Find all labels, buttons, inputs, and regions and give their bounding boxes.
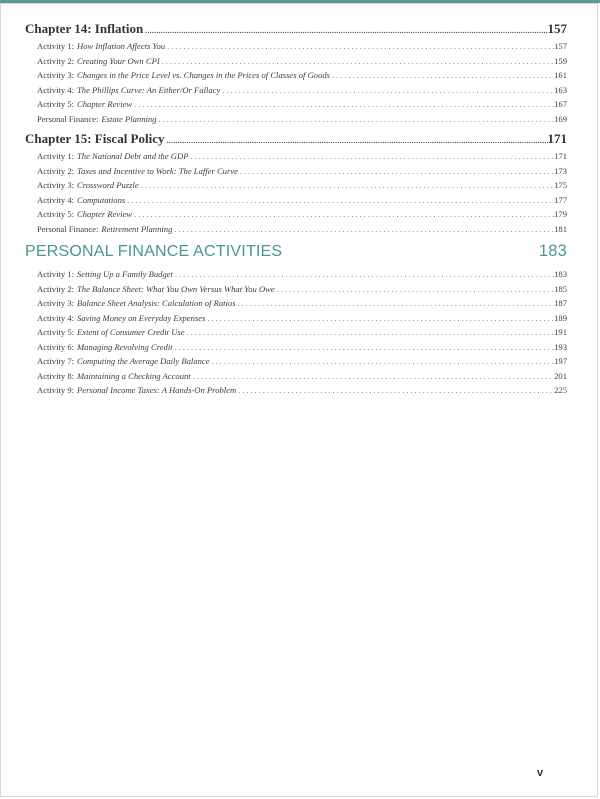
entry-title: Maintaining a Checking Account <box>77 370 191 381</box>
entry-prefix: Activity 2: <box>37 283 74 294</box>
dot-leader <box>185 328 555 337</box>
toc-entry[interactable] <box>25 371 567 386</box>
entry-page: 177 <box>554 194 567 205</box>
dot-leader <box>173 270 554 279</box>
dot-leader <box>275 285 554 294</box>
entry-prefix: Activity 8: <box>37 370 74 381</box>
dot-leader <box>236 299 555 308</box>
entry-title: Chapter Review <box>77 209 133 219</box>
section-page: 183 <box>538 242 567 260</box>
entry-title: Retirement Planning <box>101 223 173 234</box>
toc-entry[interactable] <box>25 327 567 342</box>
entry-prefix: Activity 9: <box>37 385 74 395</box>
toc-entry[interactable] <box>25 114 567 129</box>
dot-leader <box>220 86 554 95</box>
entry-title: The Balance Sheet: What You Own Versus What You Owe <box>77 283 275 294</box>
entry-page: 197 <box>554 356 567 366</box>
chapter-page: 157 <box>547 21 567 36</box>
entry-title: Saving Money on Everyday Expenses <box>77 312 206 323</box>
entry-title: Computations <box>77 194 126 205</box>
entry-title: Taxes and Incentive to Work: The Laffer Curve <box>77 165 238 176</box>
entry-prefix: Activity 1: <box>37 41 74 51</box>
entry-prefix: Activity 5: <box>37 327 74 337</box>
entry-page: 185 <box>554 283 567 294</box>
entry-title: Changes in the Price Level vs. Changes in the Prices of Classes of Goods <box>77 70 331 80</box>
entry-prefix: Activity 4: <box>37 84 74 95</box>
entry-prefix: Personal Finance: <box>37 113 99 124</box>
toc-entry[interactable] <box>25 180 567 195</box>
entry-prefix: Activity 3: <box>37 180 74 190</box>
entry-prefix: Activity 5: <box>37 99 74 109</box>
dot-leader <box>210 357 555 366</box>
entry-prefix: Activity 1: <box>37 151 74 161</box>
entry-page: 169 <box>554 113 567 124</box>
chapter-title: Chapter 14: Inflation <box>25 21 144 36</box>
entry-page: 173 <box>554 165 567 176</box>
entry-page: 183 <box>554 269 567 279</box>
entry-page: 187 <box>554 298 567 308</box>
toc-entry[interactable] <box>25 70 567 85</box>
toc-entry[interactable] <box>25 224 567 239</box>
entry-prefix: Activity 2: <box>37 55 74 66</box>
toc-entry[interactable] <box>25 298 567 313</box>
toc-entry[interactable] <box>25 151 567 166</box>
toc-entry[interactable] <box>25 209 567 224</box>
toc-entry[interactable] <box>25 99 567 114</box>
entry-prefix: Personal Finance: <box>37 223 99 234</box>
entry-title: Estate Planning <box>101 113 157 124</box>
entry-page: 171 <box>554 151 567 161</box>
entry-prefix: Activity 4: <box>37 312 74 323</box>
dot-leader <box>172 225 554 234</box>
entry-title: How Inflation Affects You <box>77 41 166 51</box>
entry-page: 163 <box>554 84 567 95</box>
entry-prefix: Activity 6: <box>37 341 74 352</box>
dot-leader <box>143 27 547 35</box>
entry-title: Balance Sheet Analysis: Calculation of Ratios <box>77 298 236 308</box>
dot-leader <box>173 343 554 352</box>
dot-leader <box>132 210 554 219</box>
entry-page: 225 <box>554 385 567 395</box>
toc-entry[interactable] <box>25 195 567 210</box>
dot-leader <box>132 100 554 109</box>
toc-entry[interactable] <box>25 356 567 371</box>
chapter-heading[interactable] <box>25 21 567 41</box>
dot-leader <box>125 196 554 205</box>
chapter-title: Chapter 15: Fiscal Policy <box>25 131 165 146</box>
dot-leader <box>238 167 554 176</box>
chapter-heading[interactable] <box>25 131 567 151</box>
entry-title: The Phillips Curve: An Either/Or Fallacy <box>77 84 221 95</box>
section-title: PERSONAL FINANCE ACTIVITIES <box>25 243 283 260</box>
entry-page: 191 <box>554 327 567 337</box>
entry-title: Creating Your Own CPI <box>77 55 160 66</box>
entry-page: 157 <box>554 41 567 51</box>
toc-entry[interactable] <box>25 313 567 328</box>
entry-prefix: Activity 1: <box>37 269 74 279</box>
entry-prefix: Activity 5: <box>37 209 74 219</box>
dot-leader <box>188 152 554 161</box>
entry-page: 189 <box>554 312 567 323</box>
dot-leader <box>236 386 554 395</box>
entry-title: Chapter Review <box>77 99 133 109</box>
entry-title: Personal Income Taxes: A Hands-On Problem <box>77 385 237 395</box>
dot-leader <box>165 137 548 145</box>
toc-entry[interactable] <box>25 85 567 100</box>
section-heading[interactable] <box>25 242 567 269</box>
entry-title: Setting Up a Family Budget <box>77 269 173 279</box>
entry-title: Crossword Puzzle <box>77 180 139 190</box>
entry-prefix: Activity 3: <box>37 70 74 80</box>
entry-title: Extent of Consumer Credit Use <box>77 327 185 337</box>
entry-prefix: Activity 2: <box>37 165 74 176</box>
entry-page: 181 <box>554 223 567 234</box>
dot-leader <box>160 57 554 66</box>
toc-entry[interactable] <box>25 385 567 400</box>
toc-entry[interactable] <box>25 284 567 299</box>
entry-page: 167 <box>554 99 567 109</box>
page-numeral: v <box>537 767 544 779</box>
dot-leader <box>191 372 554 381</box>
entry-page: 175 <box>554 180 567 190</box>
dot-leader <box>330 71 554 80</box>
entry-title: Computing the Average Daily Balance <box>77 356 210 366</box>
entry-page: 179 <box>554 209 567 219</box>
toc-entry[interactable] <box>25 166 567 181</box>
entry-title: The National Debt and the GDP <box>77 151 189 161</box>
entry-page: 193 <box>554 341 567 352</box>
entry-prefix: Activity 3: <box>37 298 74 308</box>
toc-entry[interactable] <box>25 342 567 357</box>
entry-page: 201 <box>554 370 567 381</box>
toc-entry[interactable] <box>25 41 567 56</box>
toc-entry[interactable] <box>25 269 567 284</box>
dot-leader <box>156 115 554 124</box>
entry-title: Managing Revolving Credit <box>77 341 173 352</box>
entry-prefix: Activity 4: <box>37 194 74 205</box>
dot-leader <box>139 181 554 190</box>
chapter-page: 171 <box>547 131 567 146</box>
dot-leader <box>165 42 554 51</box>
dot-leader <box>205 314 554 323</box>
table-of-contents <box>25 21 567 400</box>
entry-prefix: Activity 7: <box>37 356 74 366</box>
entry-page: 159 <box>554 55 567 66</box>
entry-page: 161 <box>554 70 567 80</box>
toc-entry[interactable] <box>25 56 567 71</box>
